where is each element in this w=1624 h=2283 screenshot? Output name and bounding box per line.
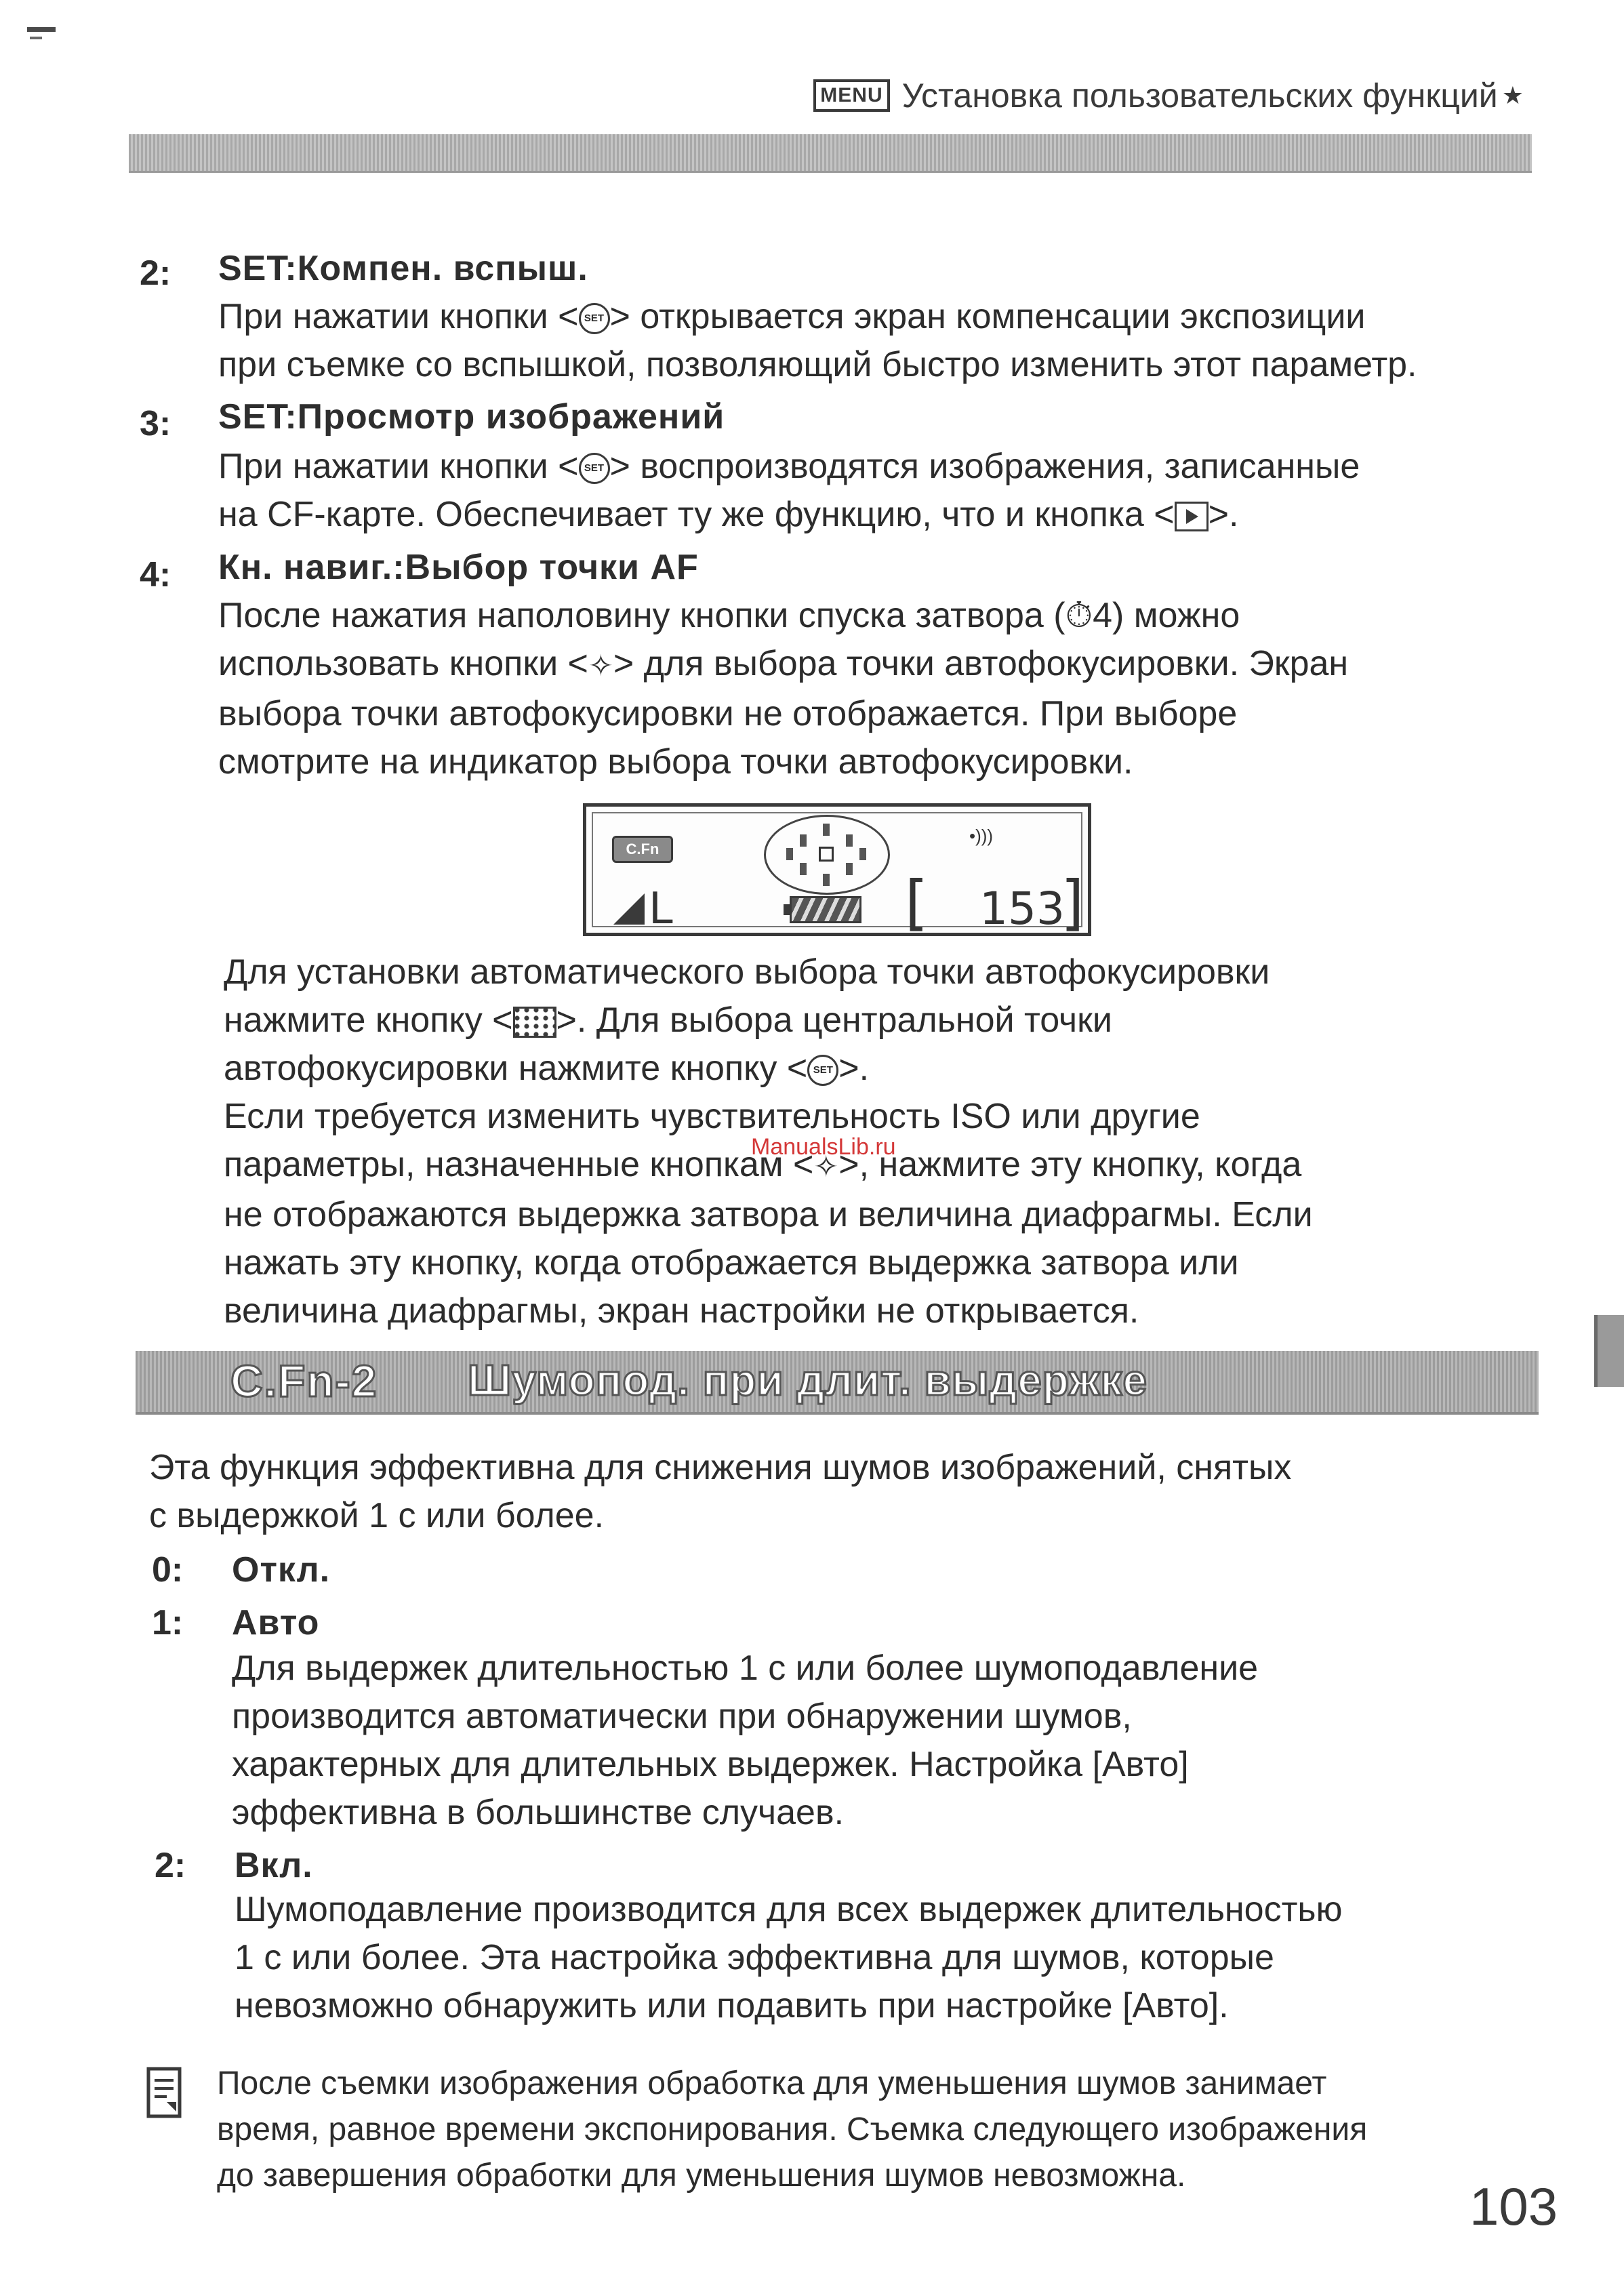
af-point [823,824,830,836]
af-point [859,848,866,860]
lcd-panel [583,803,1091,936]
scan-mark [30,37,42,39]
option-number: 0: [152,1550,184,1590]
option-description: Для выдержек длительностью 1 с или более шумоподавление производится автоматически при обнаружении шумов, характерных для длительных выдержек. Настройка [Авто] эффективна в большинстве случаев. [232,1649,1259,1832]
side-tab-marker [1594,1315,1624,1387]
option-title: Откл. [232,1550,331,1590]
item-number: 3: [140,404,171,443]
set-button-icon: SET [579,303,610,334]
page-number: 103 [1469,2177,1558,2236]
shots-bracket: ] [1061,868,1084,937]
cross-keys-icon: ✧ [813,1150,839,1184]
af-point-selector [764,815,890,895]
scan-mark [27,27,56,32]
battery-icon [790,896,861,923]
playback-button-icon [1175,502,1209,531]
af-point [786,848,793,860]
note-text: После съемки изображения обработка для уменьшения шумов занимает время, равное времени экспонирования. Съемка следующего изображения до завершения обработки для уменьшения шумов невозможна. [217,2065,1368,2194]
cross-keys-icon: ✧ [588,649,613,683]
option-number: 1: [152,1603,184,1642]
menu-icon: MENU [813,79,889,112]
af-center-point [819,847,834,862]
item-number: 4: [140,555,171,594]
af-point [823,874,830,886]
item-description: При нажатии кнопки < SET > открывается экран компенсации экспозиции при съемке со вспышкой, позволяющий быстро изменить этот параметр. [218,297,1417,384]
cfn-indicator: C.Fn [612,836,673,863]
header-title: Установка пользовательских функций [901,77,1498,115]
header-bar [129,134,1532,173]
af-select-button-icon [513,1007,556,1038]
item-title: Кн. навиг.:Выбор точки AF [218,548,699,587]
shots-bracket: [ [905,868,929,937]
beep-icon: •))) [969,826,994,846]
item-title: SET:Просмотр изображений [218,397,725,437]
quality-label: L [649,884,673,934]
item-description: После нажатия наполовину кнопки спуска затвора (⏱4) можно использовать кнопки <✧> для выбора точки автофокусировки. Экран выбора точки автофокусировки не отображается. При выборе смотрите на индикатор выбора точки автофокусировки. [218,596,1349,782]
af-point [800,863,807,875]
af-description: Для установки автоматического выбора точки автофокусировки нажмите кнопку < >. Для выбора центральной точки автофокусировки нажмите кнопку < SET >. Если требуется изменить чувствительность ISO или другие параметры, назначенные кнопкам <✧>, нажмите эту кнопку, когда не отображаются выдержка затвора и величина диафрагмы. Если нажать эту кнопку, когда отображается выдержка затвора или величина диафрагмы, экран настройки не открывается. [224,952,1313,1331]
af-point [846,834,853,847]
note-icon [146,2067,184,2121]
section-title: Шумопод. при длит. выдержке [468,1356,1148,1405]
item-number: 2: [140,254,171,293]
af-point [800,834,807,847]
timer-icon: ⏱4 [1065,596,1113,635]
set-button-icon: SET [807,1055,838,1086]
option-title: Вкл. [235,1846,313,1885]
shots-remaining: 153 [979,883,1065,935]
section-intro: Эта функция эффективна для снижения шумов изображений, снятых с выдержкой 1 с или более. [149,1448,1292,1535]
set-button-icon: SET [579,453,610,484]
section-heading [136,1351,1539,1415]
af-point [846,863,853,875]
option-description: Шумоподавление производится для всех выдержек длительностью 1 с или более. Эта настройка эффективна для шумов, которые невозможно обнаружить или подавить при настройке [Авто]. [235,1890,1343,2025]
item-title: SET:Компен. вспыш. [218,249,588,288]
advanced-star-icon: ★ [1501,81,1524,109]
option-title: Авто [232,1603,320,1642]
option-number: 2: [155,1846,186,1885]
page-header [813,76,1524,115]
item-description: При нажатии кнопки < SET > воспроизводятся изображения, записанные на CF-карте. Обеспечивает ту же функцию, что и кнопка < >. [218,447,1360,534]
quality-icon [613,893,645,925]
watermark: ManualsLib.ru [751,1134,896,1160]
section-code: C.Fn-2 [230,1356,378,1406]
